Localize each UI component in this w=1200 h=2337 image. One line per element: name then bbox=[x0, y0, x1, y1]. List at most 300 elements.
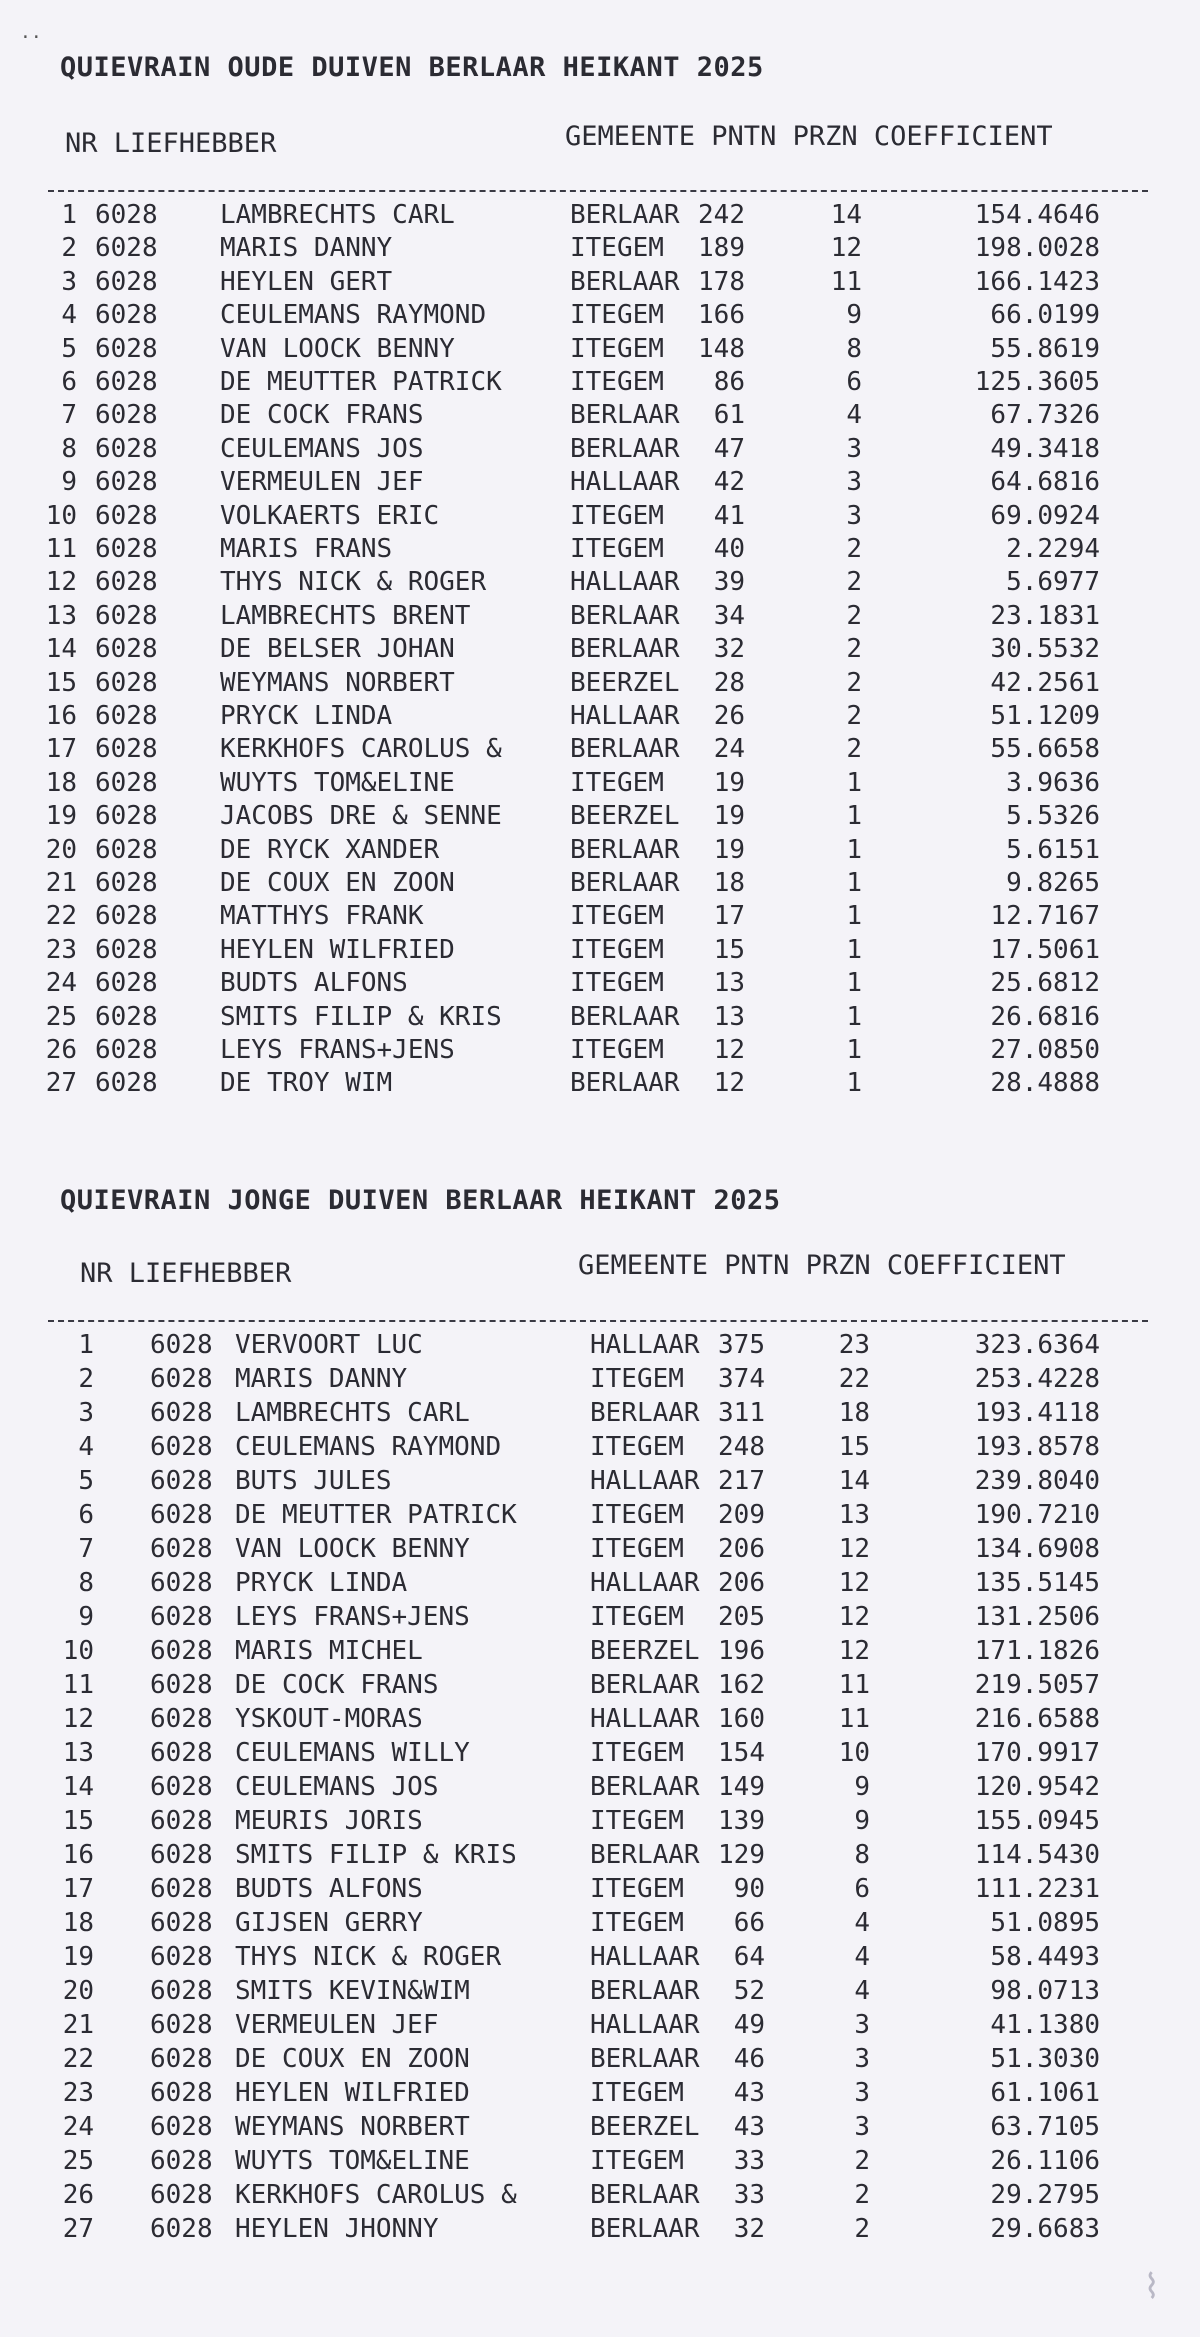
table-row bbox=[0, 1398, 1200, 1432]
prizes-cell: 3 bbox=[854, 2112, 870, 2142]
points-cell: 149 bbox=[718, 1772, 765, 1802]
table-row bbox=[0, 267, 1200, 301]
coefficient-cell: 3.9636 bbox=[1006, 767, 1100, 798]
rank-cell: 2 bbox=[61, 233, 77, 264]
club-cell: 6028 bbox=[95, 467, 158, 498]
city-cell: ITEGEM bbox=[570, 934, 664, 965]
city-cell: BERLAAR bbox=[590, 1840, 700, 1870]
prizes-cell: 23 bbox=[838, 1330, 870, 1360]
club-cell: 6028 bbox=[95, 567, 158, 598]
table-row bbox=[0, 1602, 1200, 1636]
club-cell: 6028 bbox=[150, 1466, 213, 1496]
name-cell: PRYCK LINDA bbox=[235, 1568, 408, 1598]
table-row bbox=[0, 1976, 1200, 2010]
prizes-cell: 1 bbox=[846, 968, 862, 999]
name-cell: DE COCK FRANS bbox=[235, 1670, 439, 1700]
club-cell: 6028 bbox=[150, 2010, 213, 2040]
points-cell: 86 bbox=[713, 367, 745, 397]
table-row bbox=[0, 1500, 1200, 1534]
name-cell: HEYLEN GERT bbox=[220, 266, 393, 297]
table-row bbox=[0, 2078, 1200, 2112]
club-cell: 6028 bbox=[95, 333, 158, 364]
rank-cell: 14 bbox=[62, 1772, 94, 1802]
rank-cell: 16 bbox=[62, 1840, 94, 1870]
section-title: QUIEVRAIN OUDE DUIVEN BERLAAR HEIKANT 2025 bbox=[60, 52, 764, 83]
rank-cell: 14 bbox=[45, 634, 77, 665]
city-cell: ITEGEM bbox=[570, 233, 664, 264]
prizes-cell: 8 bbox=[846, 333, 862, 364]
points-cell: 34 bbox=[713, 600, 745, 631]
city-cell: ITEGEM bbox=[590, 1738, 684, 1768]
club-cell: 6028 bbox=[150, 1364, 213, 1394]
coefficient-cell: 111.2231 bbox=[974, 1874, 1100, 1904]
club-cell: 6028 bbox=[95, 968, 158, 999]
club-cell: 6028 bbox=[150, 1568, 213, 1598]
prizes-cell: 1 bbox=[846, 934, 862, 965]
city-cell: BERLAAR bbox=[570, 1001, 680, 1032]
prizes-cell: 1 bbox=[846, 1068, 862, 1099]
rank-cell: 15 bbox=[45, 667, 77, 698]
points-cell: 90 bbox=[733, 1874, 765, 1904]
coefficient-cell: 114.5430 bbox=[974, 1840, 1100, 1870]
coefficient-cell: 51.1209 bbox=[990, 701, 1100, 731]
rank-cell: 1 bbox=[78, 1330, 94, 1360]
name-cell: CEULEMANS JOS bbox=[220, 433, 424, 464]
name-cell: SMITS KEVIN&WIM bbox=[235, 1976, 470, 2006]
name-cell: DE MEUTTER PATRICK bbox=[220, 367, 502, 397]
club-cell: 6028 bbox=[150, 1330, 213, 1360]
points-cell: 206 bbox=[718, 1568, 765, 1598]
rank-cell: 3 bbox=[61, 266, 77, 297]
header-rule bbox=[48, 1320, 1148, 1322]
rank-cell: 23 bbox=[62, 2078, 94, 2108]
table-row bbox=[0, 1704, 1200, 1738]
coefficient-cell: 55.8619 bbox=[990, 333, 1100, 364]
rank-cell: 17 bbox=[45, 734, 77, 765]
points-cell: 139 bbox=[718, 1806, 765, 1836]
prizes-cell: 4 bbox=[854, 1942, 870, 1972]
rank-cell: 5 bbox=[78, 1466, 94, 1496]
prizes-cell: 11 bbox=[838, 1670, 870, 1700]
coefficient-cell: 29.2795 bbox=[990, 2180, 1100, 2210]
table-row bbox=[0, 868, 1200, 902]
coefficient-cell: 41.1380 bbox=[990, 2010, 1100, 2040]
table-row bbox=[0, 801, 1200, 835]
club-cell: 6028 bbox=[150, 1772, 213, 1802]
coefficient-cell: 58.4493 bbox=[990, 1942, 1100, 1972]
club-cell: 6028 bbox=[95, 868, 158, 898]
prizes-cell: 18 bbox=[838, 1398, 870, 1428]
table-row bbox=[0, 1035, 1200, 1069]
rank-cell: 13 bbox=[62, 1738, 94, 1768]
rank-cell: 9 bbox=[61, 467, 77, 498]
city-cell: HALLAAR bbox=[590, 1466, 700, 1496]
coefficient-cell: 155.0945 bbox=[974, 1806, 1100, 1836]
points-cell: 26 bbox=[713, 701, 745, 731]
club-cell: 6028 bbox=[95, 801, 158, 832]
club-cell: 6028 bbox=[150, 2180, 213, 2210]
city-cell: ITEGEM bbox=[590, 1908, 684, 1938]
city-cell: HALLAAR bbox=[590, 1942, 700, 1972]
table-row bbox=[0, 2146, 1200, 2180]
name-cell: KERKHOFS CAROLUS & bbox=[235, 2180, 517, 2210]
coefficient-cell: 171.1826 bbox=[974, 1636, 1100, 1666]
name-cell: SMITS FILIP & KRIS bbox=[235, 1840, 517, 1870]
city-cell: ITEGEM bbox=[570, 367, 664, 397]
table-row bbox=[0, 2044, 1200, 2078]
name-cell: VERMEULEN JEF bbox=[235, 2010, 439, 2040]
table-row bbox=[0, 534, 1200, 568]
rank-cell: 18 bbox=[45, 767, 77, 798]
points-cell: 12 bbox=[713, 1035, 745, 1065]
prizes-cell: 2 bbox=[846, 567, 862, 598]
prizes-cell: 3 bbox=[854, 2010, 870, 2040]
name-cell: LAMBRECHTS BRENT bbox=[220, 600, 471, 631]
club-cell: 6028 bbox=[95, 200, 158, 230]
prizes-cell: 12 bbox=[838, 1602, 870, 1632]
table-row bbox=[0, 1772, 1200, 1806]
name-cell: DE COUX EN ZOON bbox=[220, 868, 455, 898]
rank-cell: 18 bbox=[62, 1908, 94, 1938]
city-cell: BEERZEL bbox=[570, 667, 680, 698]
prizes-cell: 3 bbox=[846, 467, 862, 498]
prizes-cell: 3 bbox=[854, 2078, 870, 2108]
coefficient-cell: 64.6816 bbox=[990, 467, 1100, 498]
name-cell: DE RYCK XANDER bbox=[220, 834, 440, 865]
prizes-cell: 2 bbox=[846, 534, 862, 564]
table-row bbox=[0, 968, 1200, 1002]
points-cell: 178 bbox=[698, 266, 745, 297]
points-cell: 32 bbox=[733, 2214, 765, 2244]
rank-cell: 12 bbox=[62, 1704, 94, 1734]
prizes-cell: 3 bbox=[846, 433, 862, 464]
coefficient-cell: 131.2506 bbox=[974, 1602, 1100, 1632]
name-cell: WUYTS TOM&ELINE bbox=[235, 2146, 470, 2176]
club-cell: 6028 bbox=[95, 500, 158, 531]
prizes-cell: 2 bbox=[846, 634, 862, 665]
rank-cell: 23 bbox=[45, 934, 77, 965]
rank-cell: 24 bbox=[62, 2112, 94, 2142]
city-cell: ITEGEM bbox=[590, 1534, 684, 1564]
coefficient-cell: 120.9542 bbox=[974, 1772, 1100, 1802]
name-cell: CEULEMANS JOS bbox=[235, 1772, 439, 1802]
prizes-cell: 22 bbox=[838, 1364, 870, 1394]
table-row bbox=[0, 1568, 1200, 1602]
coefficient-cell: 5.6977 bbox=[1006, 567, 1100, 598]
prizes-cell: 3 bbox=[846, 500, 862, 531]
prizes-cell: 4 bbox=[854, 1976, 870, 2006]
coefficient-cell: 135.5145 bbox=[974, 1568, 1100, 1598]
header-left: NR LIEFHEBBER bbox=[80, 1258, 292, 1289]
rank-cell: 8 bbox=[78, 1568, 94, 1598]
name-cell: HEYLEN JHONNY bbox=[235, 2214, 439, 2244]
name-cell: CEULEMANS WILLY bbox=[235, 1738, 470, 1768]
table-row bbox=[0, 1942, 1200, 1976]
city-cell: ITEGEM bbox=[570, 333, 664, 364]
city-cell: BERLAAR bbox=[590, 1772, 700, 1802]
city-cell: ITEGEM bbox=[590, 2078, 684, 2108]
points-cell: 13 bbox=[713, 968, 745, 999]
rank-cell: 26 bbox=[62, 2180, 94, 2210]
rank-cell: 2 bbox=[78, 1364, 94, 1394]
prizes-cell: 1 bbox=[846, 801, 862, 832]
points-cell: 217 bbox=[718, 1466, 765, 1496]
prizes-cell: 1 bbox=[846, 868, 862, 898]
coefficient-cell: 30.5532 bbox=[990, 634, 1100, 665]
name-cell: DE MEUTTER PATRICK bbox=[235, 1500, 517, 1530]
coefficient-cell: 69.0924 bbox=[990, 500, 1100, 531]
prizes-cell: 2 bbox=[854, 2146, 870, 2176]
coefficient-cell: 193.8578 bbox=[974, 1432, 1100, 1462]
table-row bbox=[0, 601, 1200, 635]
table-row bbox=[0, 1002, 1200, 1036]
table-row bbox=[0, 1670, 1200, 1704]
coefficient-cell: 23.1831 bbox=[990, 600, 1100, 631]
prizes-cell: 9 bbox=[846, 300, 862, 331]
club-cell: 6028 bbox=[150, 1840, 213, 1870]
prizes-cell: 9 bbox=[854, 1772, 870, 1802]
prizes-cell: 8 bbox=[854, 1840, 870, 1870]
rank-cell: 10 bbox=[62, 1636, 94, 1666]
points-cell: 160 bbox=[718, 1704, 765, 1734]
city-cell: ITEGEM bbox=[590, 1364, 684, 1394]
club-cell: 6028 bbox=[95, 901, 158, 932]
coefficient-cell: 193.4118 bbox=[974, 1398, 1100, 1428]
city-cell: BERLAAR bbox=[570, 200, 680, 230]
rank-cell: 16 bbox=[45, 701, 77, 731]
prizes-cell: 12 bbox=[838, 1636, 870, 1666]
name-cell: VOLKAERTS ERIC bbox=[220, 500, 440, 531]
coefficient-cell: 51.3030 bbox=[990, 2044, 1100, 2074]
rank-cell: 19 bbox=[62, 1942, 94, 1972]
header-right: GEMEENTE PNTN PRZN COEFFICIENT bbox=[578, 1250, 1066, 1281]
city-cell: BERLAAR bbox=[570, 266, 680, 297]
name-cell: MEURIS JORIS bbox=[235, 1806, 423, 1836]
prizes-cell: 2 bbox=[846, 667, 862, 698]
prizes-cell: 12 bbox=[838, 1534, 870, 1564]
table-row bbox=[0, 1840, 1200, 1874]
prizes-cell: 14 bbox=[838, 1466, 870, 1496]
city-cell: HALLAAR bbox=[570, 701, 680, 731]
rank-cell: 5 bbox=[61, 333, 77, 364]
name-cell: BUDTS ALFONS bbox=[220, 968, 408, 999]
city-cell: BEERZEL bbox=[570, 801, 680, 832]
coefficient-cell: 25.6812 bbox=[990, 968, 1100, 999]
header-left: NR LIEFHEBBER bbox=[65, 128, 277, 159]
name-cell: VERVOORT LUC bbox=[235, 1330, 423, 1360]
city-cell: HALLAAR bbox=[590, 1704, 700, 1734]
coefficient-cell: 9.8265 bbox=[1006, 868, 1100, 898]
city-cell: ITEGEM bbox=[570, 901, 664, 932]
table-row bbox=[0, 434, 1200, 468]
name-cell: BUTS JULES bbox=[235, 1466, 392, 1496]
rank-cell: 22 bbox=[45, 901, 77, 932]
name-cell: MARIS FRANS bbox=[220, 534, 393, 564]
points-cell: 43 bbox=[733, 2078, 765, 2108]
rank-cell: 25 bbox=[45, 1001, 77, 1032]
rank-cell: 15 bbox=[62, 1806, 94, 1836]
name-cell: HEYLEN WILFRIED bbox=[220, 934, 455, 965]
club-cell: 6028 bbox=[150, 1738, 213, 1768]
city-cell: HALLAAR bbox=[590, 2010, 700, 2040]
name-cell: SMITS FILIP & KRIS bbox=[220, 1001, 502, 1032]
club-cell: 6028 bbox=[95, 534, 158, 564]
table-row bbox=[0, 501, 1200, 535]
coefficient-cell: 12.7167 bbox=[990, 901, 1100, 932]
coefficient-cell: 219.5057 bbox=[974, 1670, 1100, 1700]
table-row bbox=[0, 935, 1200, 969]
points-cell: 17 bbox=[713, 901, 745, 932]
rank-cell: 21 bbox=[62, 2010, 94, 2040]
club-cell: 6028 bbox=[95, 433, 158, 464]
points-cell: 205 bbox=[718, 1602, 765, 1632]
city-cell: HALLAAR bbox=[570, 467, 680, 498]
city-cell: BERLAAR bbox=[590, 2214, 700, 2244]
points-cell: 374 bbox=[718, 1364, 765, 1394]
rank-cell: 7 bbox=[61, 400, 77, 431]
table-row bbox=[0, 1466, 1200, 1500]
club-cell: 6028 bbox=[95, 300, 158, 331]
club-cell: 6028 bbox=[95, 367, 158, 397]
name-cell: LEYS FRANS+JENS bbox=[235, 1602, 470, 1632]
city-cell: HALLAAR bbox=[590, 1330, 700, 1360]
city-cell: BEERZEL bbox=[590, 1636, 700, 1666]
club-cell: 6028 bbox=[95, 400, 158, 431]
club-cell: 6028 bbox=[150, 1432, 213, 1462]
rank-cell: 27 bbox=[62, 2214, 94, 2244]
club-cell: 6028 bbox=[150, 1908, 213, 1938]
rank-cell: 11 bbox=[45, 534, 77, 564]
points-cell: 19 bbox=[713, 834, 745, 865]
prizes-cell: 11 bbox=[830, 266, 862, 297]
name-cell: KERKHOFS CAROLUS & bbox=[220, 734, 502, 765]
prizes-cell: 3 bbox=[854, 2044, 870, 2074]
rank-cell: 12 bbox=[45, 567, 77, 598]
table-row bbox=[0, 2214, 1200, 2248]
club-cell: 6028 bbox=[95, 667, 158, 698]
coefficient-cell: 17.5061 bbox=[990, 934, 1100, 965]
name-cell: JACOBS DRE & SENNE bbox=[220, 801, 502, 832]
club-cell: 6028 bbox=[150, 2214, 213, 2244]
table-row bbox=[0, 300, 1200, 334]
points-cell: 19 bbox=[713, 801, 745, 832]
table-row bbox=[0, 835, 1200, 869]
club-cell: 6028 bbox=[95, 266, 158, 297]
table-row bbox=[0, 233, 1200, 267]
name-cell: DE TROY WIM bbox=[220, 1068, 393, 1099]
rank-cell: 7 bbox=[78, 1534, 94, 1564]
coefficient-cell: 190.7210 bbox=[974, 1500, 1100, 1530]
coefficient-cell: 5.6151 bbox=[1006, 834, 1100, 865]
prizes-cell: 4 bbox=[854, 1908, 870, 1938]
club-cell: 6028 bbox=[95, 1035, 158, 1065]
name-cell: BUDTS ALFONS bbox=[235, 1874, 423, 1904]
points-cell: 129 bbox=[718, 1840, 765, 1870]
prizes-cell: 9 bbox=[854, 1806, 870, 1836]
name-cell: DE BELSER JOHAN bbox=[220, 634, 455, 665]
coefficient-cell: 198.0028 bbox=[974, 233, 1100, 264]
city-cell: ITEGEM bbox=[570, 500, 664, 531]
rank-cell: 20 bbox=[62, 1976, 94, 2006]
rank-cell: 17 bbox=[62, 1874, 94, 1904]
prizes-cell: 6 bbox=[846, 367, 862, 397]
club-cell: 6028 bbox=[95, 934, 158, 965]
name-cell: WEYMANS NORBERT bbox=[235, 2112, 470, 2142]
name-cell: DE COUX EN ZOON bbox=[235, 2044, 470, 2074]
table-row bbox=[0, 734, 1200, 768]
coefficient-cell: 2.2294 bbox=[1006, 534, 1100, 564]
table-row bbox=[0, 334, 1200, 368]
points-cell: 43 bbox=[733, 2112, 765, 2142]
city-cell: BERLAAR bbox=[570, 734, 680, 765]
club-cell: 6028 bbox=[95, 600, 158, 631]
club-cell: 6028 bbox=[150, 1670, 213, 1700]
club-cell: 6028 bbox=[150, 1398, 213, 1428]
prizes-cell: 1 bbox=[846, 1001, 862, 1032]
city-cell: BERLAAR bbox=[570, 634, 680, 665]
prizes-cell: 2 bbox=[846, 734, 862, 765]
club-cell: 6028 bbox=[95, 734, 158, 765]
city-cell: ITEGEM bbox=[570, 300, 664, 331]
rank-cell: 6 bbox=[78, 1500, 94, 1530]
table-row bbox=[0, 2112, 1200, 2146]
rank-cell: 8 bbox=[61, 433, 77, 464]
coefficient-cell: 5.5326 bbox=[1006, 801, 1100, 832]
coefficient-cell: 134.6908 bbox=[974, 1534, 1100, 1564]
coefficient-cell: 98.0713 bbox=[990, 1976, 1100, 2006]
points-cell: 311 bbox=[718, 1398, 765, 1428]
points-cell: 166 bbox=[698, 300, 745, 331]
points-cell: 61 bbox=[713, 400, 745, 431]
coefficient-cell: 26.6816 bbox=[990, 1001, 1100, 1032]
rank-cell: 26 bbox=[45, 1035, 77, 1065]
name-cell: PRYCK LINDA bbox=[220, 701, 393, 731]
rank-cell: 4 bbox=[61, 300, 77, 331]
prizes-cell: 1 bbox=[846, 834, 862, 865]
coefficient-cell: 29.6683 bbox=[990, 2214, 1100, 2244]
points-cell: 40 bbox=[713, 534, 745, 564]
city-cell: ITEGEM bbox=[590, 1500, 684, 1530]
rank-cell: 6 bbox=[61, 367, 77, 397]
table-row bbox=[0, 1364, 1200, 1398]
city-cell: BERLAAR bbox=[570, 433, 680, 464]
table-row bbox=[0, 467, 1200, 501]
name-cell: CEULEMANS RAYMOND bbox=[235, 1432, 502, 1462]
club-cell: 6028 bbox=[150, 1704, 213, 1734]
coefficient-cell: 239.8040 bbox=[974, 1466, 1100, 1496]
prizes-cell: 15 bbox=[838, 1432, 870, 1462]
coefficient-cell: 51.0895 bbox=[990, 1908, 1100, 1938]
name-cell: YSKOUT-MORAS bbox=[235, 1704, 423, 1734]
points-cell: 15 bbox=[713, 934, 745, 965]
coefficient-cell: 63.7105 bbox=[990, 2112, 1100, 2142]
rank-cell: 10 bbox=[45, 500, 77, 531]
points-cell: 64 bbox=[733, 1942, 765, 1972]
name-cell: WUYTS TOM&ELINE bbox=[220, 767, 455, 798]
points-cell: 189 bbox=[698, 233, 745, 264]
points-cell: 148 bbox=[698, 333, 745, 364]
coefficient-cell: 55.6658 bbox=[990, 734, 1100, 765]
coefficient-cell: 28.4888 bbox=[990, 1068, 1100, 1099]
table-row bbox=[0, 400, 1200, 434]
coefficient-cell: 27.0850 bbox=[990, 1035, 1100, 1065]
rank-cell: 9 bbox=[78, 1602, 94, 1632]
name-cell: HEYLEN WILFRIED bbox=[235, 2078, 470, 2108]
header-right: GEMEENTE PNTN PRZN COEFFICIENT bbox=[565, 121, 1053, 152]
city-cell: ITEGEM bbox=[570, 767, 664, 798]
prizes-cell: 11 bbox=[838, 1704, 870, 1734]
points-cell: 242 bbox=[698, 200, 745, 230]
